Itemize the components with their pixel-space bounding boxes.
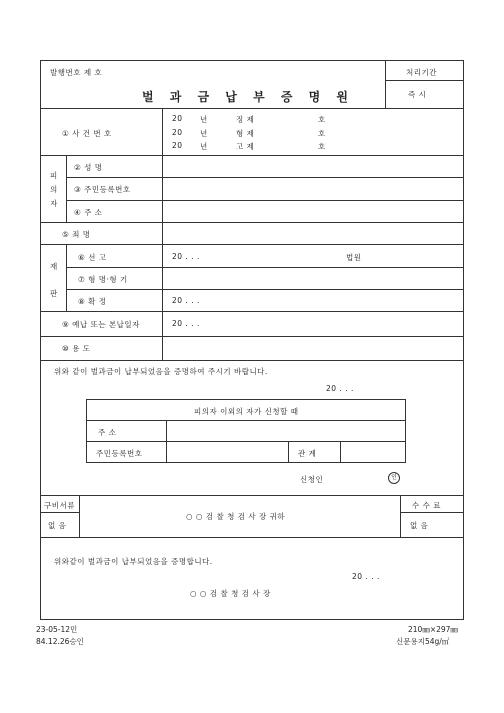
- process-period-label: 처리기간: [406, 68, 437, 77]
- certify-text: 위와같이 벌과금이 납부되었음을 증명합니다.: [54, 557, 213, 566]
- paper-size: 210㎜×297㎜: [408, 625, 458, 634]
- footer-docs-divider: [79, 495, 80, 537]
- trial-final-label: ⑧ 확 정: [78, 297, 107, 306]
- purpose-label: ⑩ 용 도: [62, 344, 91, 353]
- row-line: [66, 200, 464, 201]
- trial-group-char: 재: [50, 262, 58, 271]
- row-line: [40, 311, 464, 312]
- form-number: 23-05-12민: [36, 625, 78, 634]
- trial-sentence-label: ⑥ 선 고: [78, 253, 107, 262]
- case-year: 20: [172, 141, 183, 150]
- payment-date: 20 . . .: [172, 319, 200, 328]
- applicant-label: 신청인: [300, 475, 324, 484]
- applicant-table-line: [86, 441, 406, 442]
- form-title: 벌 과 금 납 부 증 명 원: [142, 90, 354, 104]
- suspect-group-char: 피: [50, 171, 58, 180]
- row-line: [66, 177, 464, 178]
- case-kind: 고 제: [236, 142, 255, 151]
- case-ho: 호: [318, 142, 326, 151]
- row-line: [40, 155, 464, 156]
- row-line: [66, 267, 464, 268]
- footer-fee-divider: [400, 495, 401, 537]
- case-nyeon: 년: [200, 115, 208, 124]
- suspect-name-label: ② 성 명: [74, 163, 103, 172]
- case-number-label: ① 사 건 번 호: [62, 129, 112, 138]
- applicant-table-col: [166, 420, 167, 463]
- case-nyeon: 년: [200, 129, 208, 138]
- group-col-divider: [66, 155, 67, 222]
- seal-mark: [388, 472, 400, 484]
- header-bottom-line: [40, 108, 464, 109]
- case-year: 20: [172, 114, 183, 123]
- header-process-split: [385, 80, 464, 81]
- issue-number: 발행번호 제 호: [50, 68, 103, 77]
- request-text: 위와 같이 벌과금이 납부되었음을 증명하여 주시기 바랍니다.: [54, 367, 268, 376]
- paper-type: 신문용지54g/㎡: [396, 637, 450, 646]
- case-nyeon: 년: [200, 142, 208, 151]
- footer-docs-split: [40, 512, 79, 513]
- case-year: 20: [172, 128, 183, 137]
- applicant-table-col: [340, 441, 341, 463]
- applicant-address-label: 주 소: [98, 428, 117, 437]
- request-date: 20 . . .: [326, 384, 354, 393]
- case-kind: 형 제: [236, 129, 255, 138]
- row-line: [40, 336, 464, 337]
- suspect-group-char: 의: [50, 185, 58, 194]
- suspect-id-label: ③ 주민등록번호: [74, 185, 131, 194]
- trial-court: 법원: [346, 253, 362, 262]
- case-ho: 호: [318, 129, 326, 138]
- row-line: [40, 360, 464, 361]
- applicant-table-col: [288, 441, 289, 463]
- row-line: [66, 289, 464, 290]
- trial-final-date: 20 . . .: [172, 296, 200, 305]
- case-ho: 호: [318, 115, 326, 124]
- other-applicant-title: 피의자 이외의 자가 신청할 때: [194, 407, 299, 416]
- suspect-address-label: ④ 주 소: [74, 208, 103, 217]
- recipient-text: ○ ○ 검 찰 청 검 사 장 귀하: [186, 512, 286, 521]
- trial-group-char: 판: [50, 289, 58, 298]
- seal-text: 인: [391, 474, 397, 481]
- group-col-divider-2: [66, 244, 67, 311]
- approval-date: 84.12.26승인: [36, 637, 84, 646]
- payment-date-label: ⑨ 예납 또는 본납일자: [62, 320, 140, 329]
- applicant-relation-label: 관 계: [298, 449, 317, 458]
- applicant-table-line: [86, 420, 406, 421]
- applicant-id-label: 주민등록번호: [96, 449, 143, 458]
- suspect-group-char: 자: [50, 199, 58, 208]
- docs-label: 구비서류: [44, 501, 75, 510]
- row-line: [40, 244, 464, 245]
- fee-label: 수 수 료: [412, 501, 442, 510]
- charge-label: ⑤ 죄 명: [62, 230, 91, 239]
- case-kind: 징 제: [236, 115, 255, 124]
- label-col-divider: [162, 108, 163, 360]
- docs-value: 없 음: [48, 521, 67, 530]
- trial-sentence-date: 20 . . .: [172, 252, 200, 261]
- process-period-value: 즉 시: [408, 90, 427, 99]
- row-line: [40, 222, 464, 223]
- footer-fee-split: [400, 512, 464, 513]
- certify-date: 20 . . .: [352, 572, 380, 581]
- footer-box-bottom: [40, 537, 464, 538]
- header-divider: [385, 60, 386, 108]
- certify-signer: ○ ○ 검 찰 청 검 사 장: [190, 589, 271, 598]
- trial-period-label: ⑦ 형 명·형 기: [78, 275, 128, 284]
- fee-value: 없 음: [410, 521, 429, 530]
